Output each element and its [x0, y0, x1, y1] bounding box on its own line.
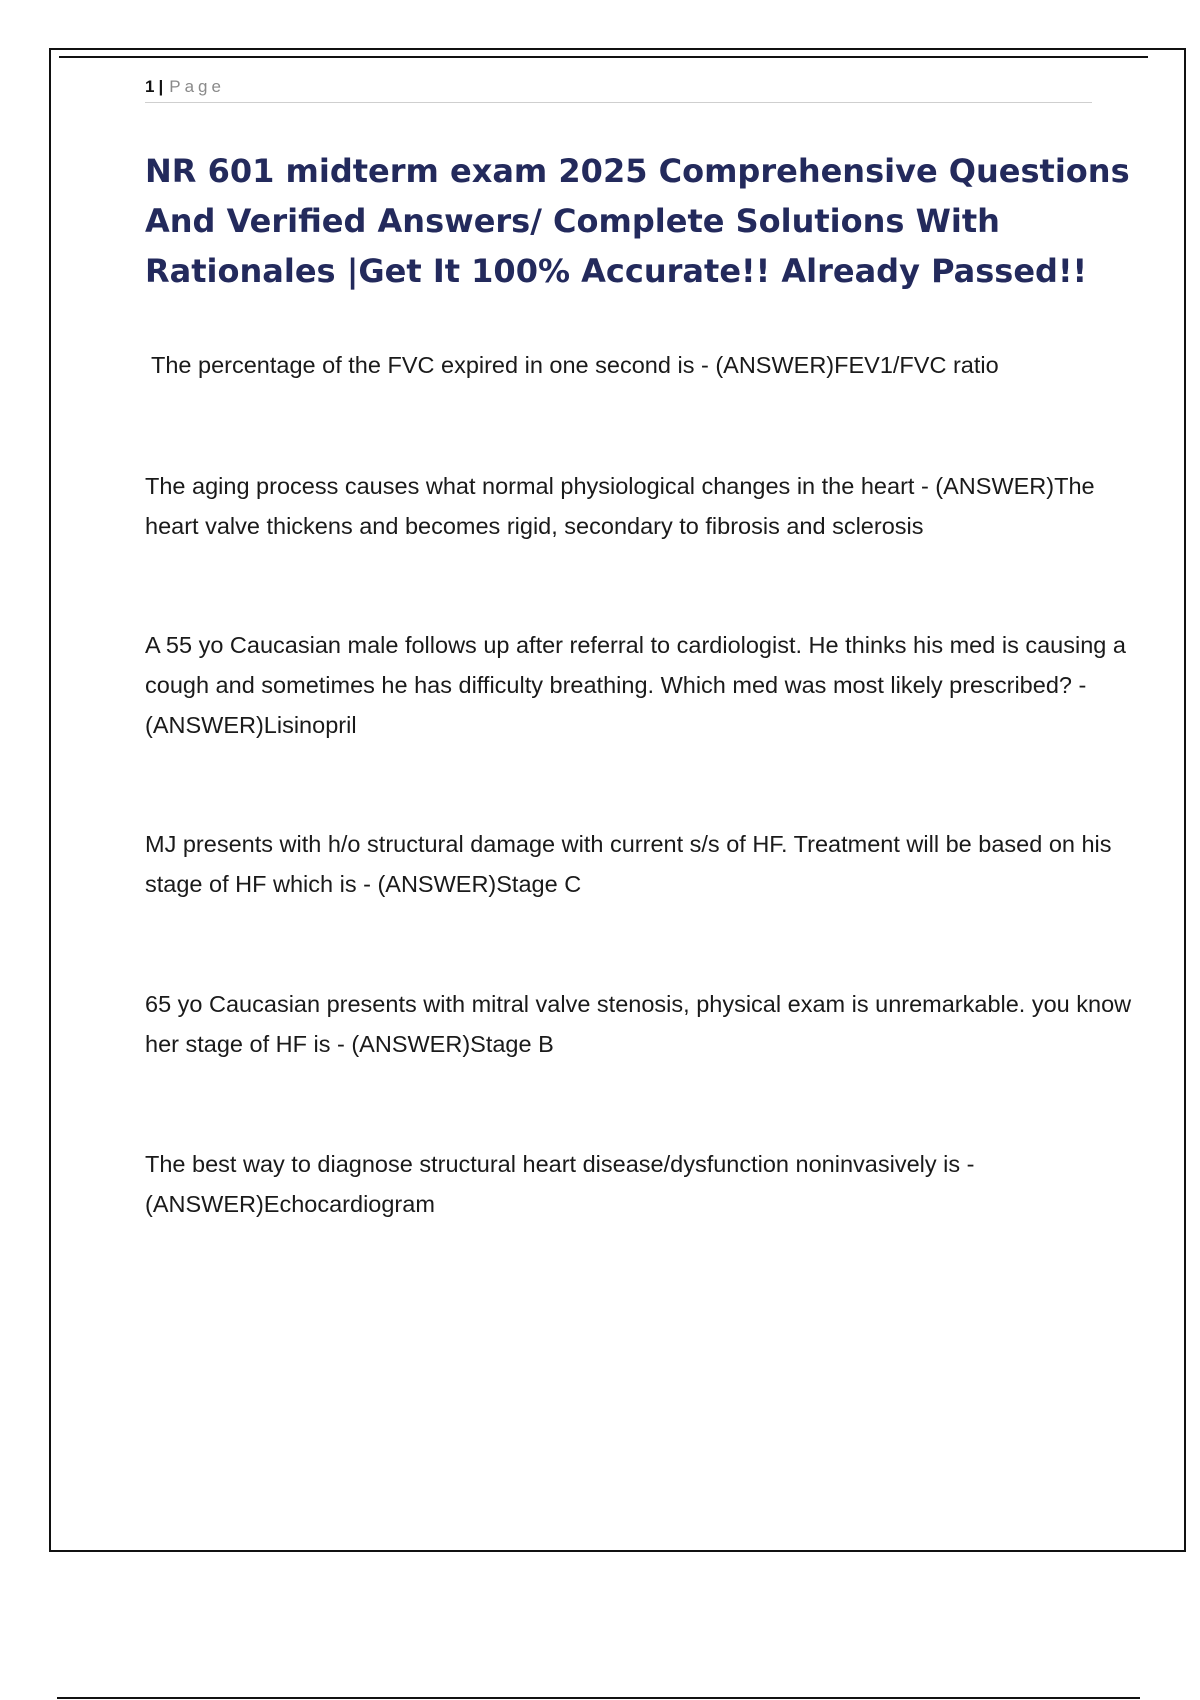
qa-item: MJ presents with h/o structural damage with current s/s of HF. Treatment will be based on his stage of HF which is - (ANSWER)Stage C: [145, 831, 1112, 897]
page-separator: |: [158, 77, 166, 96]
qa-list: [145, 345, 1135, 1224]
qa-item: 65 yo Caucasian presents with mitral valve stenosis, physical exam is unremarkable. you know her stage of HF is - (ANSWER)Stage B: [145, 991, 1132, 1057]
qa-item: The best way to diagnose structural heart disease/dysfunction noninvasively is - (ANSWER)Echocardiogram: [145, 1151, 975, 1217]
next-page-top-rule: [57, 1697, 1140, 1699]
page-label: Page: [169, 77, 225, 96]
page-frame: [49, 48, 1186, 1552]
qa-item: The aging process causes what normal physiological changes in the heart - (ANSWER)The heart valve thickens and becomes rigid, secondary to fibrosis and sclerosis: [145, 473, 1095, 539]
page-number: 1: [145, 77, 157, 96]
document-title: NR 601 midterm exam 2025 Comprehensive Questions And Verified Answers/ Complete Solutions With Rationales |Get It 100% Accurate!! Already Passed!!: [145, 152, 1130, 290]
frame-top-rule: [59, 56, 1148, 58]
qa-item: A 55 yo Caucasian male follows up after referral to cardiologist. He thinks his med is causing a cough and sometimes he has difficulty breathing. Which med was most likely prescribed? - (ANSWER)Lisinopril: [145, 632, 1126, 738]
page-header: [145, 76, 1092, 103]
qa-item: The percentage of the FVC expired in one second is - (ANSWER)FEV1/FVC ratio: [151, 352, 999, 378]
